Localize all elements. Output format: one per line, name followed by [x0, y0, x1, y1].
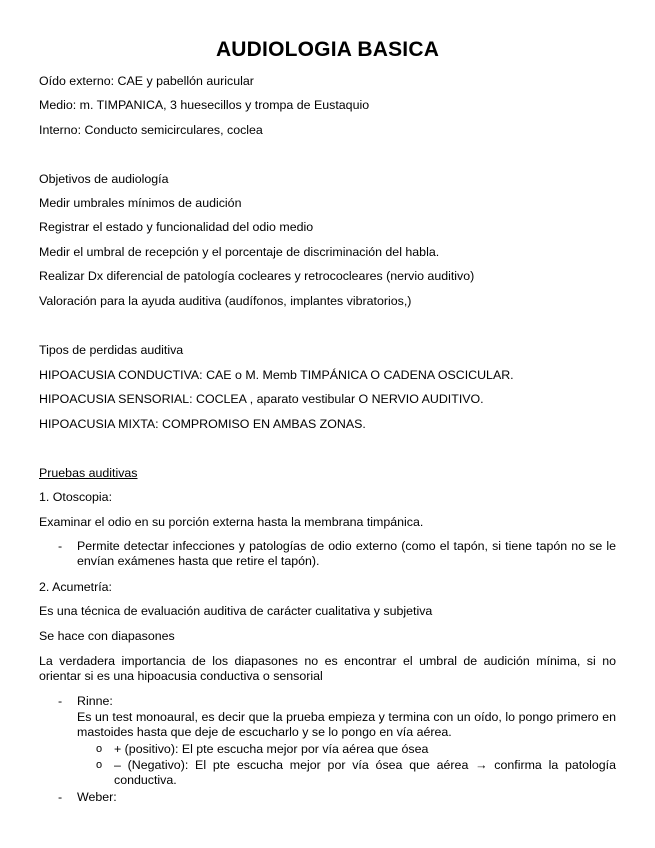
objetivos-item: Medir umbrales mínimos de audición — [39, 196, 242, 210]
otoscopia-title: 1. Otoscopia: — [39, 490, 113, 504]
tipos-item: HIPOACUSIA SENSORIAL: COCLEA , aparato vestibular O NERVIO AUDITIVO. — [39, 392, 484, 406]
tipos-item: HIPOACUSIA MIXTA: COMPROMISO EN AMBAS ZONAS. — [39, 417, 366, 431]
pruebas-heading: Pruebas auditivas — [39, 466, 138, 480]
otoscopia-bullet: Permite detectar infecciones y patologías de odio externo (como el tapón, si tiene tapón no se le envían exámenes hasta que retire el tapón). — [77, 539, 616, 568]
rinne-title: Rinne: — [77, 694, 113, 708]
rinne-text: Es un test monoaural, es decir que la prueba empieza y termina con un oído, lo pongo primero en mastoides hasta que deje de escucharlo y se lo pongo en vía aérea. — [77, 710, 616, 739]
otoscopia-text: Examinar el odio en su porción externa hasta la membrana timpánica. — [39, 515, 424, 529]
acumetria-title: 2. Acumetría: — [39, 580, 113, 594]
tipos-item: HIPOACUSIA CONDUCTIVA: CAE o M. Memb TIMPÁNICA O CADENA OSCICULAR. — [39, 368, 514, 382]
objetivos-item: Registrar el estado y funcionalidad del odio medio — [39, 220, 314, 234]
page-title: AUDIOLOGIA BASICA — [215, 38, 440, 61]
objetivos-item: Medir el umbral de recepción y el porcentaje de discriminación del habla. — [39, 245, 440, 259]
tipos-heading: Tipos de perdidas auditiva — [39, 343, 184, 357]
objetivos-item: Realizar Dx diferencial de patología cocleares y retrococleares (nervio auditivo) — [39, 269, 475, 283]
objetivos-item: Valoración para la ayuda auditiva (audífonos, implantes vibratorios,) — [39, 294, 412, 308]
anatomy-externo: Oído externo: CAE y pabellón auricular — [39, 74, 254, 88]
anatomy-interno: Interno: Conducto semicirculares, coclea — [39, 123, 263, 137]
acumetria-text: Es una técnica de evaluación auditiva de carácter cualitativa y subjetiva — [39, 604, 433, 618]
dash-bullet: - — [58, 539, 63, 553]
circle-bullet: o — [96, 743, 103, 755]
acumetria-text: Se hace con diapasones — [39, 629, 175, 643]
dash-bullet: - — [58, 694, 63, 708]
objetivos-heading: Objetivos de audiología — [39, 172, 169, 186]
rinne-positivo: + (positivo): El pte escucha mejor por vía aérea que ósea — [114, 742, 429, 756]
acumetria-paragraph: La verdadera importancia de los diapasones no es encontrar el umbral de audición mínima, si no orientar si es una hipoacusia conductiva o sensorial — [39, 654, 616, 683]
rinne-negativo: – (Negativo): El pte escucha mejor por vía ósea que aérea → confirma la patología conductiva. — [114, 758, 616, 787]
circle-bullet: o — [96, 759, 103, 771]
weber-title: Weber: — [77, 790, 117, 804]
dash-bullet: - — [58, 790, 63, 804]
anatomy-medio: Medio: m. TIMPANICA, 3 huesecillos y trompa de Eustaquio — [39, 98, 370, 112]
